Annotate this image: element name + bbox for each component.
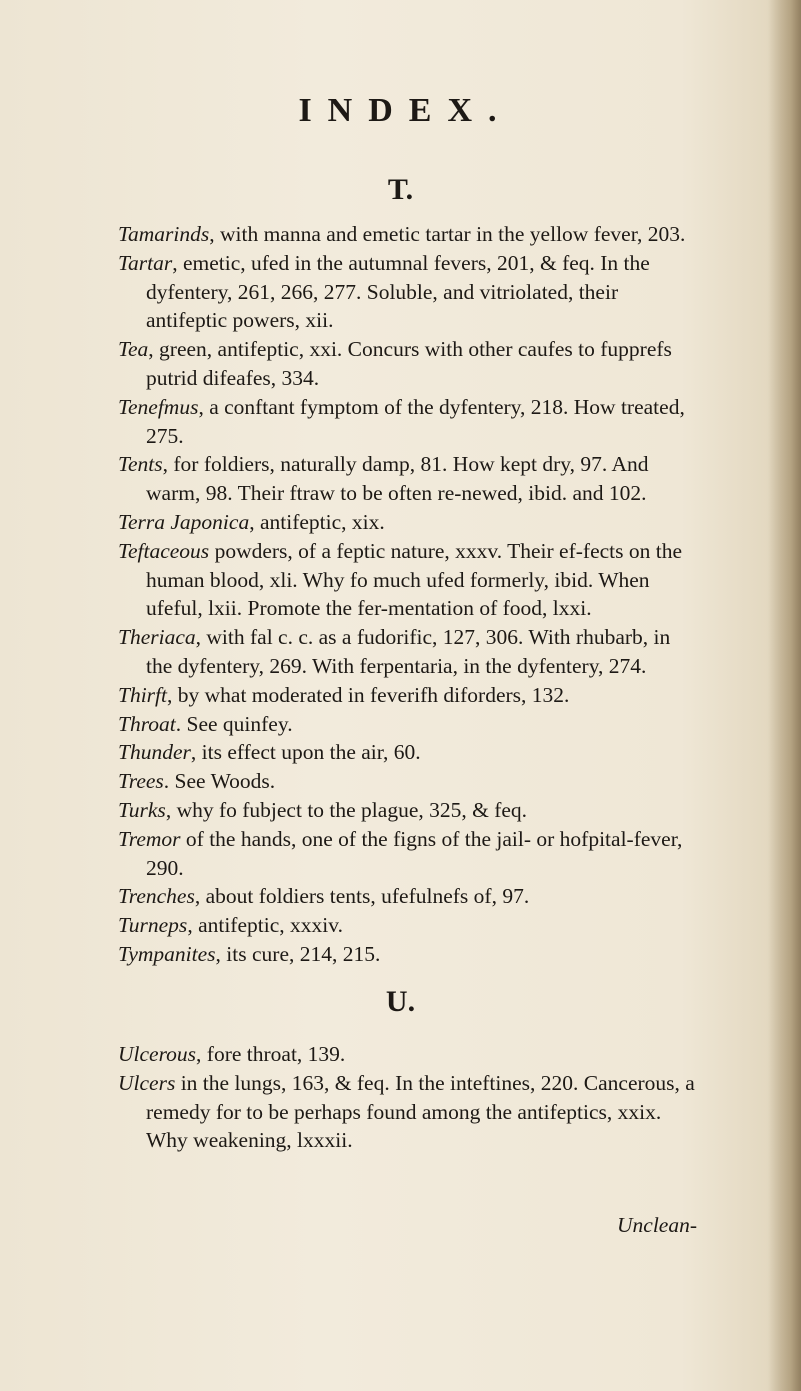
entry-headword: Theriaca (118, 625, 196, 650)
entry-text: of the hands, one of the figns of the jail- or hofpital-fever, 290. (146, 826, 683, 880)
catchword: Unclean- (617, 1213, 697, 1237)
entry-headword: Turks (118, 797, 166, 822)
entry-text: , antifeptic, xxxiv. (187, 913, 343, 938)
entry-text: , with manna and emetic tartar in the yellow fever, 203. (209, 222, 686, 246)
entry-headword: Tea (118, 337, 149, 362)
index-entry (118, 1040, 698, 1069)
index-entry (118, 623, 698, 681)
index-entry (118, 249, 698, 335)
entry-headword: Trees (118, 769, 164, 794)
entry-headword: Tympanites (118, 941, 216, 966)
index-entry (118, 911, 698, 940)
index-entry (118, 335, 698, 393)
entry-text: , for foldiers, naturally damp, 81. How kept dry, 97. And warm, 98. Their ftraw to be often re-newed, ibid. and 102. (146, 452, 649, 506)
entry-text: , by what moderated in feverifh diforders, 132. (167, 682, 570, 707)
entry-headword: Trenches (118, 884, 195, 909)
index-entry (118, 450, 698, 508)
entry-text: , its effect upon the air, 60. (190, 740, 421, 765)
page-edge-shadow (767, 0, 801, 1391)
entry-headword: Thunder (118, 740, 191, 765)
entry-headword: Turneps (118, 913, 188, 938)
index-entry (118, 393, 698, 451)
entry-text: powders, of a feptic nature, xxxv. Their ef-fects on the human blood, xli. Why fo much ufed formerly, ibid. When ufeful, lxii. Promote the fer-mentation of food, lxxi. (146, 538, 683, 621)
index-entry (118, 681, 698, 710)
index-entry (118, 710, 698, 739)
entry-headword: Ulcers (118, 1070, 176, 1095)
entry-text: , with fal c. c. as a fudorific, 127, 306. With rhubarb, in the dyfentery, 269. With ferpentaria, in the dyfentery, 274. (146, 625, 671, 678)
entry-text: , its cure, 214, 215. (215, 941, 381, 966)
entry-headword: Tents (118, 452, 163, 477)
entry-text: , about foldiers tents, ufefulnefs of, 97. (194, 884, 530, 909)
index-entry (118, 882, 698, 911)
index-entry (118, 767, 698, 796)
index-entries-u (118, 1040, 698, 1155)
index-entry (118, 508, 698, 537)
entry-text: , a conftant fymptom of the dyfentery, 218. How treated, 275. (146, 394, 685, 448)
entry-text: in the lungs, 163, & feq. In the inteftines, 220. Cancerous, a remedy for to be perhaps found among the antifeptics, xxix. Why weakening, lxxxii. (146, 1070, 695, 1153)
entry-headword: Tamarinds (118, 222, 210, 246)
entry-headword: Thirft (118, 682, 167, 707)
index-entry (118, 825, 698, 883)
section-letter-u: U. (385, 985, 416, 1018)
entry-headword: Teftaceous (118, 538, 210, 563)
entry-headword: Tremor (118, 826, 181, 851)
index-entries-t (118, 220, 698, 969)
entry-text: . See quinfey. (175, 711, 293, 736)
entry-text: , why fo fubject to the plague, 325, & feq. (165, 797, 528, 822)
entry-text: , emetic, ufed in the autumnal fevers, 201, & feq. In the dyfentery, 261, 266, 277. Soluble, and vitriolated, their antifeptic powers, xii. (146, 250, 650, 333)
index-entry (118, 1069, 698, 1155)
entry-headword: Tenefmus (118, 394, 199, 419)
running-head: INDEX. (298, 92, 513, 129)
index-entry (118, 738, 698, 767)
entry-headword: Tartar (118, 250, 173, 275)
entry-headword: Throat (118, 711, 176, 736)
entry-text: , green, antifeptic, xxi. Concurs with other caufes to fupprefs putrid difeafes, 334. (146, 337, 672, 390)
entry-headword: Terra Japonica (118, 509, 250, 534)
entry-text: . See Woods. (163, 769, 276, 794)
index-entry (118, 940, 698, 969)
index-entry (118, 537, 698, 623)
entry-text: , fore throat, 139. (196, 1042, 346, 1066)
entry-text: , antifeptic, xix. (249, 509, 385, 534)
section-letter-t: T. (387, 173, 414, 206)
index-entry (118, 220, 698, 249)
index-entry (118, 796, 698, 825)
entry-headword: Ulcerous (118, 1042, 197, 1066)
